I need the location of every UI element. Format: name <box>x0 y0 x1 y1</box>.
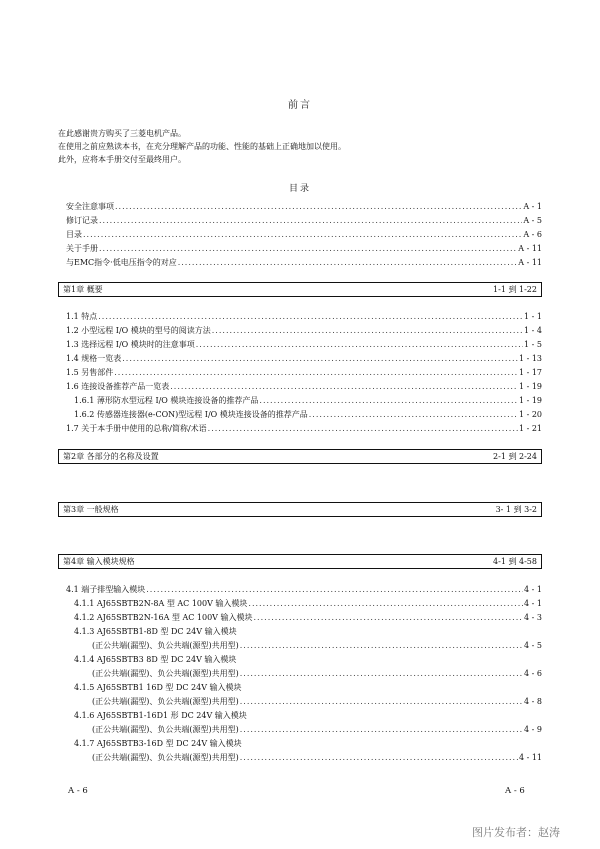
toc-entry-continuation[interactable]: (正公共端(漏型)、负公共端(源型)共用型) ..... 4 - 8 <box>66 695 542 709</box>
chapter-range: 4-1 到 4-58 <box>493 557 537 566</box>
toc-entry-continuation[interactable]: (正公共端(漏型)、负公共端(源型)共用型) ..... 4 - 11 <box>66 751 542 765</box>
chapter-range: 2-1 到 2-24 <box>493 452 537 461</box>
preface-line: 此外，应将本手册交付至最终用户。 <box>58 155 186 164</box>
toc-entry[interactable]: 4.1.3 AJ65SBTB1-8D 型 DC 24V 输入模块 <box>74 627 237 636</box>
toc-entry[interactable]: 1.4 规格一览表 ..... 1 - 13 <box>66 352 542 366</box>
toc-entry[interactable]: 4.1.1 AJ65SBTB2N-8A 型 AC 100V 输入模块 ..... 4 - 1 <box>66 597 542 611</box>
toc-entry-continuation[interactable]: (正公共端(漏型)、负公共端(源型)共用型) ..... 4 - 9 <box>66 723 542 737</box>
toc-entry[interactable]: 目录 ..... A - 6 <box>66 228 542 242</box>
toc-entry[interactable]: 4.1 端子排型输入模块 ..... 4 - 1 <box>66 583 542 597</box>
toc-entry[interactable]: 4.1.7 AJ65SBTB3-16D 型 DC 24V 输入模块 <box>74 739 242 748</box>
preface-line: 在使用之前应熟读本书，在充分理解产品的功能、性能的基础上正确地加以使用。 <box>58 142 346 151</box>
toc-entry[interactable]: 1.6 连接设备推荐产品一览表 ..... 1 - 19 <box>66 380 542 394</box>
toc-entry[interactable]: 1.3 选择远程 I/O 模块时的注意事项 ..... 1 - 5 <box>66 338 542 352</box>
toc-entry[interactable]: 1.1 特点 ..... 1 - 1 <box>66 310 542 324</box>
chapter-range: 1-1 到 1-22 <box>493 285 537 294</box>
chapter-3-header[interactable] <box>58 502 542 517</box>
chapter-2-header[interactable] <box>58 449 542 464</box>
toc-entry-continuation[interactable]: (正公共端(漏型)、负公共端(源型)共用型) ..... 4 - 5 <box>66 639 542 653</box>
page-number-left: A - 6 <box>68 786 88 796</box>
toc-entry[interactable]: 4.1.2 AJ65SBTB2N-16A 型 AC 100V 输入模块 ..... 4 - 3 <box>66 611 542 625</box>
chapter-title: 第2章 各部分的名称及设置 <box>63 452 159 461</box>
toc-entry[interactable]: 1.6.1 薄形防水型远程 I/O 模块连接设备的推荐产品 ..... 1 - 19 <box>66 394 542 408</box>
toc-entry[interactable]: 4.1.6 AJ65SBTB1-16D1 形 DC 24V 输入模块 <box>74 711 247 720</box>
toc-chapter-4 <box>66 583 542 765</box>
toc-chapter-1 <box>66 310 542 436</box>
preface-body <box>58 127 538 166</box>
chapter-1-header[interactable] <box>58 282 542 297</box>
page-number-right: A - 6 <box>505 786 525 796</box>
toc-entry[interactable]: 1.5 另售部件 ..... 1 - 17 <box>66 366 542 380</box>
toc-entry[interactable]: 与EMC指令·低电压指令的对应 ..... A - 11 <box>66 256 542 270</box>
preface-line: 在此感谢贵方购买了三菱电机产品。 <box>58 129 186 138</box>
toc-title: 目录 <box>288 184 311 194</box>
toc-entry[interactable]: 修订记录 ..... A - 5 <box>66 214 542 228</box>
chapter-title: 第4章 输入模块规格 <box>63 557 135 566</box>
watermark-text: 图片发布者：赵涛 <box>472 826 560 839</box>
chapter-4-header[interactable] <box>58 554 542 569</box>
toc-entry[interactable]: 4.1.5 AJ65SBTB1 16D 型 DC 24V 输入模块 <box>74 683 242 692</box>
toc-entry[interactable]: 1.7 关于本手册中使用的总称/简称/术语 ..... 1 - 21 <box>66 422 542 436</box>
toc-front-matter <box>66 200 542 270</box>
toc-entry[interactable]: 安全注意事项 ..... A - 1 <box>66 200 542 214</box>
preface-title: 前言 <box>288 100 312 111</box>
toc-entry[interactable]: 关于手册 ..... A - 11 <box>66 242 542 256</box>
toc-entry[interactable]: 1.2 小型远程 I/O 模块的型号的阅读方法 ..... 1 - 4 <box>66 324 542 338</box>
chapter-title: 第1章 概要 <box>63 285 103 294</box>
toc-entry[interactable]: 4.1.4 AJ65SBTB3 8D 型 DC 24V 输入模块 <box>74 655 237 664</box>
toc-entry[interactable]: 1.6.2 传感器连接器(e-CON)型远程 I/O 模块连接设备的推荐产品 ..... 1 - 20 <box>66 408 542 422</box>
chapter-title: 第3章 一般规格 <box>63 505 119 514</box>
chapter-range: 3- 1 到 3-2 <box>495 505 537 514</box>
toc-entry-continuation[interactable]: (正公共端(漏型)、负公共端(源型)共用型) ..... 4 - 6 <box>66 667 542 681</box>
